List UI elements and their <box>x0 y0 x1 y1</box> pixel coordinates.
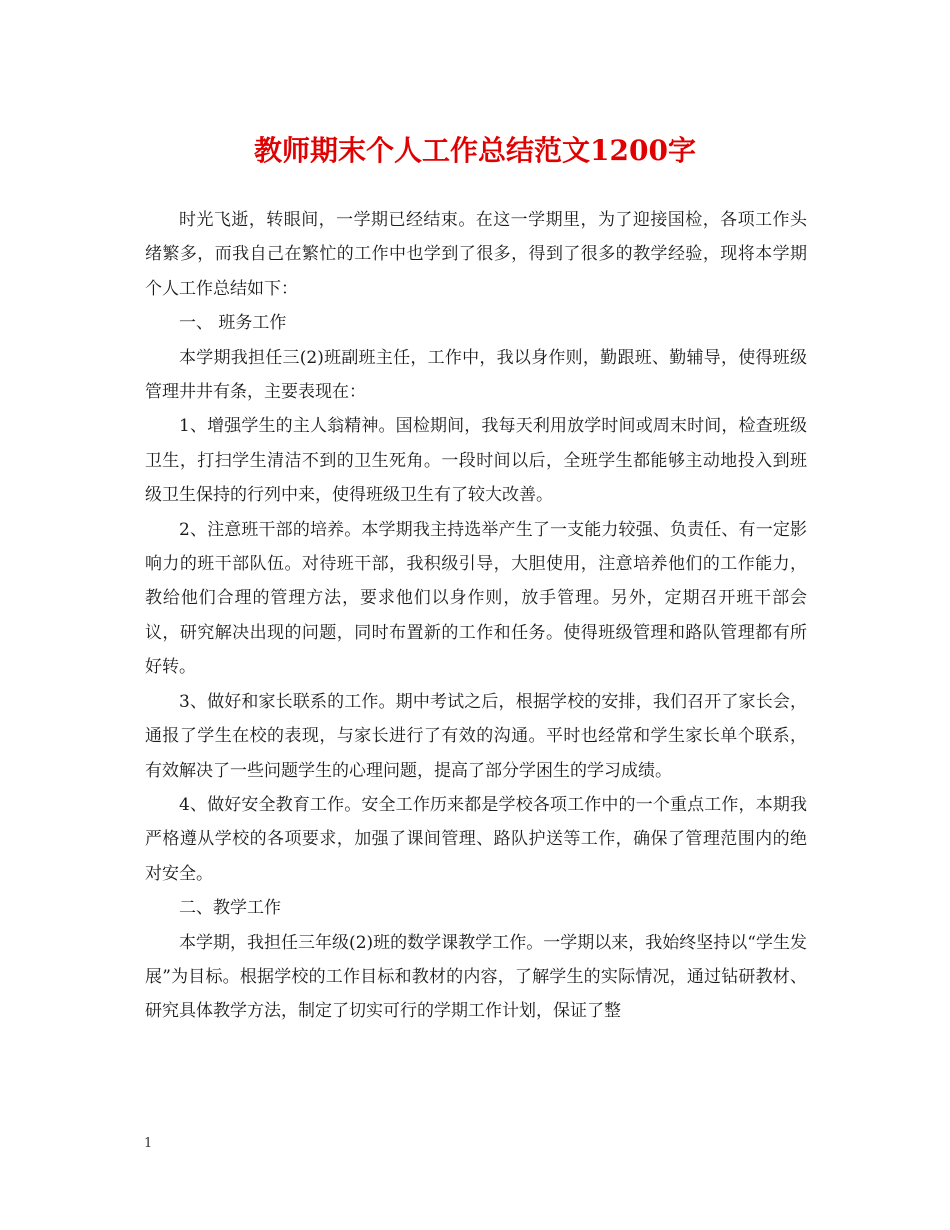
teaching-work-paragraph: 本学期，我担任三年级(2)班的数学课教学工作。一学期以来，我始终坚持以“学生发展”为目标。根据学校的工作目标和教材的内容，了解学生的实际情况，通过钻研教材、研究具体教学方法，制定了切实可行的学期工作计划，保证了整 <box>145 932 807 1022</box>
section-heading-teaching-work: 二、教学工作 <box>179 898 281 919</box>
class-work-item-4: 4、做好安全教育工作。安全工作历来都是学校各项工作中的一个重点工作，本期我严格遵从学校的各项要求，加强了课间管理、路队护送等工作，确保了管理范围内的绝对安全。 <box>145 794 807 884</box>
section-heading-class-work: 一、 班务工作 <box>179 313 287 334</box>
class-work-item-1: 1、增强学生的主人翁精神。国检期间，我每天利用放学时间或周末时间，检查班级卫生，打扫学生清洁不到的卫生死角。一段时间以后，全班学生都能够主动地投入到班级卫生保持的行列中来，使得班级卫生有了较大改善。 <box>145 416 807 506</box>
intro-paragraph: 时光飞逝，转眼间，一学期已经结束。在这一学期里，为了迎接国检，各项工作头绪繁多，而我自己在繁忙的工作中也学到了很多，得到了很多的教学经验，现将本学期个人工作总结如下： <box>145 210 807 299</box>
page-number: 1 <box>144 1136 153 1151</box>
class-work-item-3: 3、做好和家长联系的工作。期中考试之后，根据学校的安排，我们召开了家长会，通报了学生在校的表现，与家长进行了有效的沟通。平时也经常和学生家长单个联系，有效解决了一些问题学生的心理问题，提高了部分学困生的学习成绩。 <box>145 691 807 781</box>
document-body <box>145 203 807 1029</box>
document-title: 教师期末个人工作总结范文1200字 <box>254 134 696 167</box>
class-work-item-2: 2、注意班干部的培养。本学期我主持选举产生了一支能力较强、负责任、有一定影响力的班干部队伍。对待班干部，我积级引导，大胆使用，注意培养他们的工作能力，教给他们合理的管理方法，要求他们以身作则，放手管理。另外，定期召开班干部会议，研究解决出现的问题，同时布置新的工作和任务。使得班级管理和路队管理都有所好转。 <box>145 519 807 678</box>
class-work-paragraph: 本学期我担任三(2)班副班主任，工作中，我以身作则，勤跟班、勤辅导，使得班级管理井井有条，主要表现在： <box>145 347 807 403</box>
